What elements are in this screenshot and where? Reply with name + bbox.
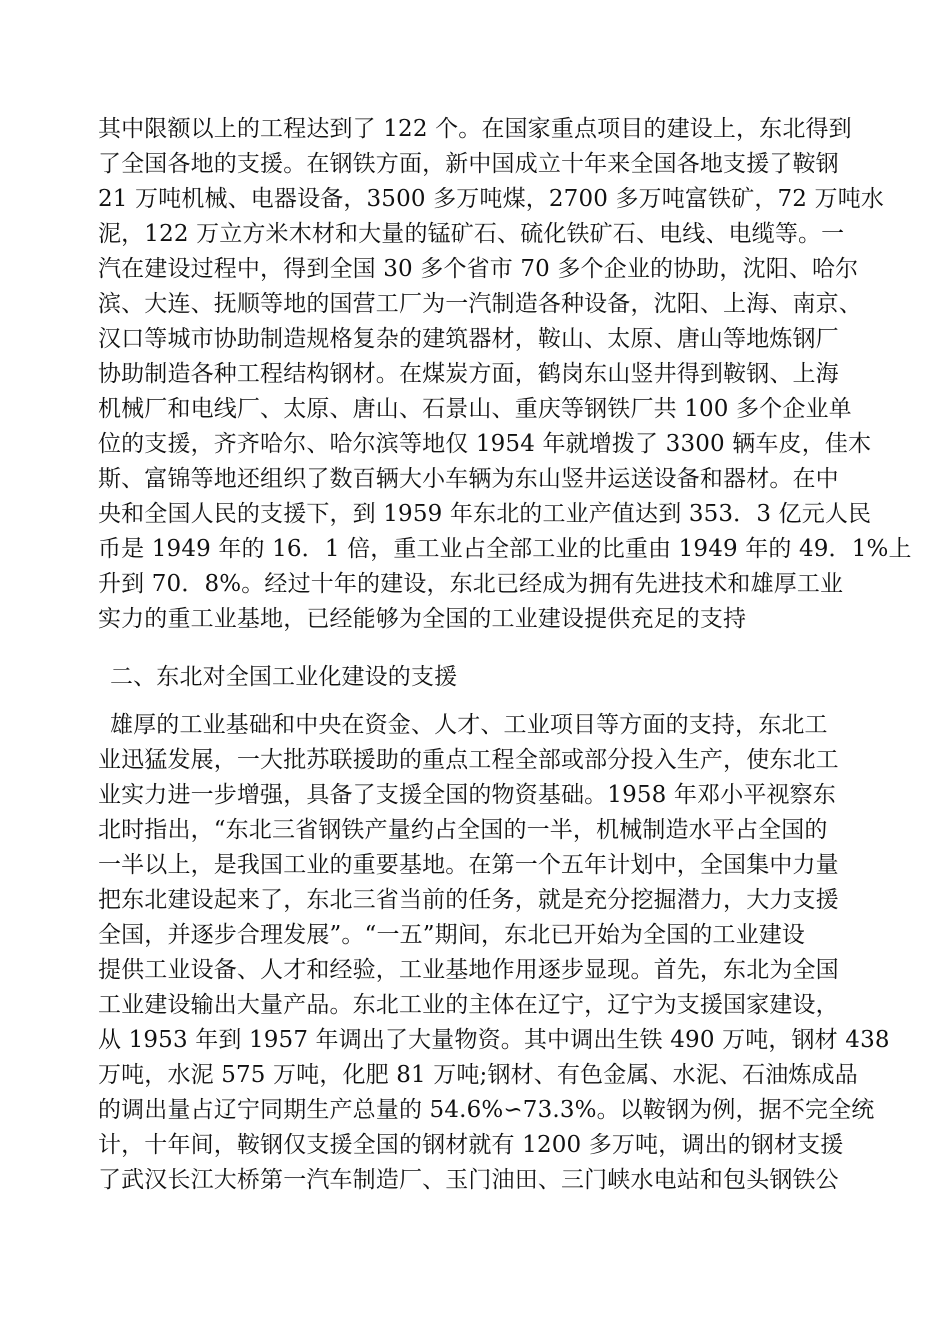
- paragraph-2-line-1: 雄厚的工业基础和中央在资金、人才、工业项目等方面的支持，东北工: [110, 712, 828, 738]
- paragraph-1-line-8: 协助制造各种工程结构钢材。在煤炭方面，鹤岗东山竖井得到鞍钢、上海: [98, 361, 839, 387]
- paragraph-2-line-3: 业实力进一步增强，具备了支援全国的物资基础。1958 年邓小平视察东: [98, 782, 836, 808]
- paragraph-2-line-14: 了武汉长江大桥第一汽车制造厂、玉门油田、三门峡水电站和包头钢铁公: [98, 1167, 839, 1193]
- paragraph-1-line-10: 位的支援，齐齐哈尔、哈尔滨等地仅 1954 年就增拨了 3300 辆车皮，佳木: [98, 431, 872, 457]
- paragraph-1-line-2: 了全国各地的支援。在钢铁方面，新中国成立十年来全国各地支援了鞍钢: [98, 151, 839, 177]
- paragraph-1-line-6: 滨、大连、抚顺等地的国营工厂为一汽制造各种设备，沈阳、上海、南京、: [98, 291, 862, 317]
- paragraph-1-line-14: 升到 70．8%。经过十年的建设，东北已经成为拥有先进技术和雄厚工业: [98, 571, 844, 597]
- paragraph-2-line-9: 工业建设输出大量产品。东北工业的主体在辽宁，辽宁为支援国家建设，: [98, 992, 839, 1018]
- section-heading: 二、东北对全国工业化建设的支援: [110, 664, 458, 690]
- paragraph-2-line-10: 从 1953 年到 1957 年调出了大量物资。其中调出生铁 490 万吨，钢材 438: [98, 1027, 890, 1053]
- paragraph-1-line-5: 汽在建设过程中，得到全国 30 多个省市 70 多个企业的协助，沈阳、哈尔: [98, 256, 859, 282]
- paragraph-2-line-7: 全国，并逐步合理发展”。“一五”期间，东北已开始为全国的工业建设: [98, 922, 806, 948]
- paragraph-1-line-3: 21 万吨机械、电器设备，3500 多万吨煤，2700 多万吨富铁矿，72 万吨水: [98, 186, 884, 212]
- paragraph-1-line-7: 汉口等城市协助制造规格复杂的建筑器材，鞍山、太原、唐山等地炼钢厂: [98, 326, 839, 352]
- paragraph-1-line-1: 其中限额以上的工程达到了 122 个。在国家重点项目的建设上，东北得到: [98, 116, 852, 142]
- paragraph-2-line-6: 把东北建设起来了，东北三省当前的任务，就是充分挖掘潜力，大力支援: [98, 887, 839, 913]
- paragraph-1-line-9: 机械厂和电线厂、太原、唐山、石景山、重庆等钢铁厂共 100 多个企业单: [98, 396, 852, 422]
- paragraph-2-line-5: 一半以上，是我国工业的重要基地。在第一个五年计划中，全国集中力量: [98, 852, 839, 878]
- paragraph-1-line-4: 泥，122 万立方米木材和大量的锰矿石、硫化铁矿石、电线、电缆等。一: [98, 221, 845, 247]
- paragraph-2-line-2: 业迅猛发展，一大批苏联援助的重点工程全部或部分投入生产，使东北工: [98, 747, 839, 773]
- paragraph-2-line-4: 北时指出，“东北三省钢铁产量约占全国的一半，机械制造水平占全国的: [98, 817, 828, 843]
- paragraph-2-line-8: 提供工业设备、人才和经验，工业基地作用逐步显现。首先，东北为全国: [98, 957, 839, 983]
- paragraph-1-line-11: 斯、富锦等地还组织了数百辆大小车辆为东山竖井运送设备和器材。在中: [98, 466, 839, 492]
- paragraph-2-line-11: 万吨，水泥 575 万吨，化肥 81 万吨;钢材、有色金属、水泥、石油炼成品: [98, 1062, 858, 1088]
- paragraph-2-line-13: 计，十年间，鞍钢仅支援全国的钢材就有 1200 多万吨，调出的钢材支援: [98, 1132, 844, 1158]
- paragraph-1-line-12: 央和全国人民的支援下，到 1959 年东北的工业产值达到 353．3 亿元人民: [98, 501, 872, 527]
- paragraph-2-line-12: 的调出量占辽宁同期生产总量的 54.6%∽73.3%。以鞍钢为例，据不完全统: [98, 1097, 875, 1123]
- paragraph-1-line-13: 币是 1949 年的 16．1 倍，重工业占全部工业的比重由 1949 年的 49．1%上: [98, 536, 912, 562]
- paragraph-1-line-15: 实力的重工业基地，已经能够为全国的工业建设提供充足的支持: [98, 606, 747, 632]
